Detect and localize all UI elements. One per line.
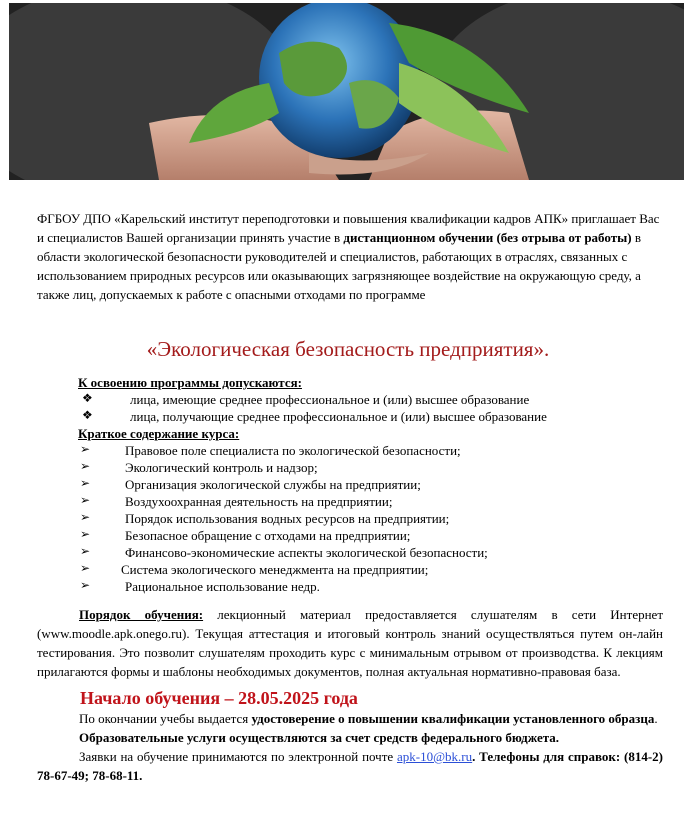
course-item: Финансово-экономические аспекты экологической безопасности;: [125, 545, 488, 560]
course-item: Безопасное обращение с отходами на предприятии;: [125, 528, 411, 543]
arrow-bullet-icon: ➢: [80, 442, 91, 456]
program-title: «Экологическая безопасность предприятия».: [146, 337, 550, 361]
course-item: Порядок использования водных ресурсов на предприятии;: [125, 511, 450, 526]
arrow-bullet-icon: ➢: [80, 510, 91, 524]
diamond-bullet-icon: ❖: [82, 408, 93, 422]
course-item: Правовое поле специалиста по экологической безопасности;: [125, 443, 461, 458]
arrow-bullet-icon: ➢: [80, 578, 91, 592]
phones-text: . Телефоны для справок: (814-2) 78-67-49; 78-68-11.: [37, 749, 664, 783]
intro-text-2: в области экологической безопасности руководителей и специалистов, работающих в отраслях, связанных с использованием природных ресурсов или оказывающих загрязняющее воздействие на окружающую среду, а также лиц, допускаемых к работе с опасными отходами по программе: [37, 230, 641, 302]
arrow-bullet-icon: ➢: [80, 527, 91, 541]
diamond-bullet-icon: ❖: [82, 391, 93, 405]
course-item: Экологический контроль и надзор;: [125, 460, 318, 475]
start-date: Начало обучения – 28.05.2025 года: [80, 688, 358, 708]
course-heading: Краткое содержание курса:: [78, 426, 240, 441]
closing-section: [37, 709, 663, 785]
course-item: Организация экологической службы на предприятии;: [125, 477, 421, 492]
intro-paragraph: [37, 209, 667, 304]
arrow-bullet-icon: ➢: [80, 459, 91, 473]
certificate-end: .: [654, 711, 658, 726]
certificate-text: По окончании учебы выдается: [79, 711, 252, 726]
funding-text: Образовательные услуги осуществляются за счет средств федерального бюджета.: [79, 730, 560, 745]
hands-globe-illustration: [9, 3, 684, 180]
training-order-paragraph: [37, 605, 663, 681]
arrow-bullet-icon: ➢: [80, 544, 91, 558]
certificate-bold: удостоверение о повышении квалификации установленного образца: [251, 711, 655, 726]
funding-paragraph: [37, 728, 663, 747]
course-item: Система экологического менеджмента на предприятии;: [121, 562, 429, 577]
arrow-bullet-icon: ➢: [80, 561, 91, 575]
banner-image: [9, 3, 684, 180]
training-order-label: Порядок обучения:: [79, 607, 204, 622]
course-item: Воздухоохранная деятельность на предприятии;: [125, 494, 393, 509]
admission-item: лица, имеющие среднее профессиональное и (или) высшее образование: [130, 392, 530, 407]
contacts-text: Заявки на обучение принимаются по электронной почте: [79, 749, 397, 764]
contacts-paragraph: [37, 747, 663, 785]
certificate-paragraph: [37, 709, 663, 728]
admission-item: лица, получающие среднее профессиональное и (или) высшее образование: [130, 409, 547, 424]
intro-text-bold: дистанционном обучении (без отрыва от работы): [343, 230, 632, 245]
training-order-text: лекционный материал предоставляется слушателям в сети Интернет (www.moodle.apk.onego.ru). Текущая аттестация и итоговый контроль знаний осуществляться путем он-лайн тестирования. Это позволит слушателям проходить курс с минимальным отрывом от производства. К лекциям прилагаются формы и шаблоны необходимых документов, полная актуальная нормативно-правовая база.: [37, 607, 663, 679]
email-link[interactable]: apk-10@bk.ru: [396, 749, 473, 764]
intro-text-1: ФГБОУ ДПО «Карельский институт переподготовки и повышения квалификации кадров АПК» приглашает Вас и специалистов Вашей организации принять участие в: [37, 211, 660, 245]
admission-heading: К освоению программы допускаются:: [78, 375, 302, 390]
arrow-bullet-icon: ➢: [80, 476, 91, 490]
arrow-bullet-icon: ➢: [80, 493, 91, 507]
course-item: Рациональное использование недр.: [125, 579, 320, 594]
